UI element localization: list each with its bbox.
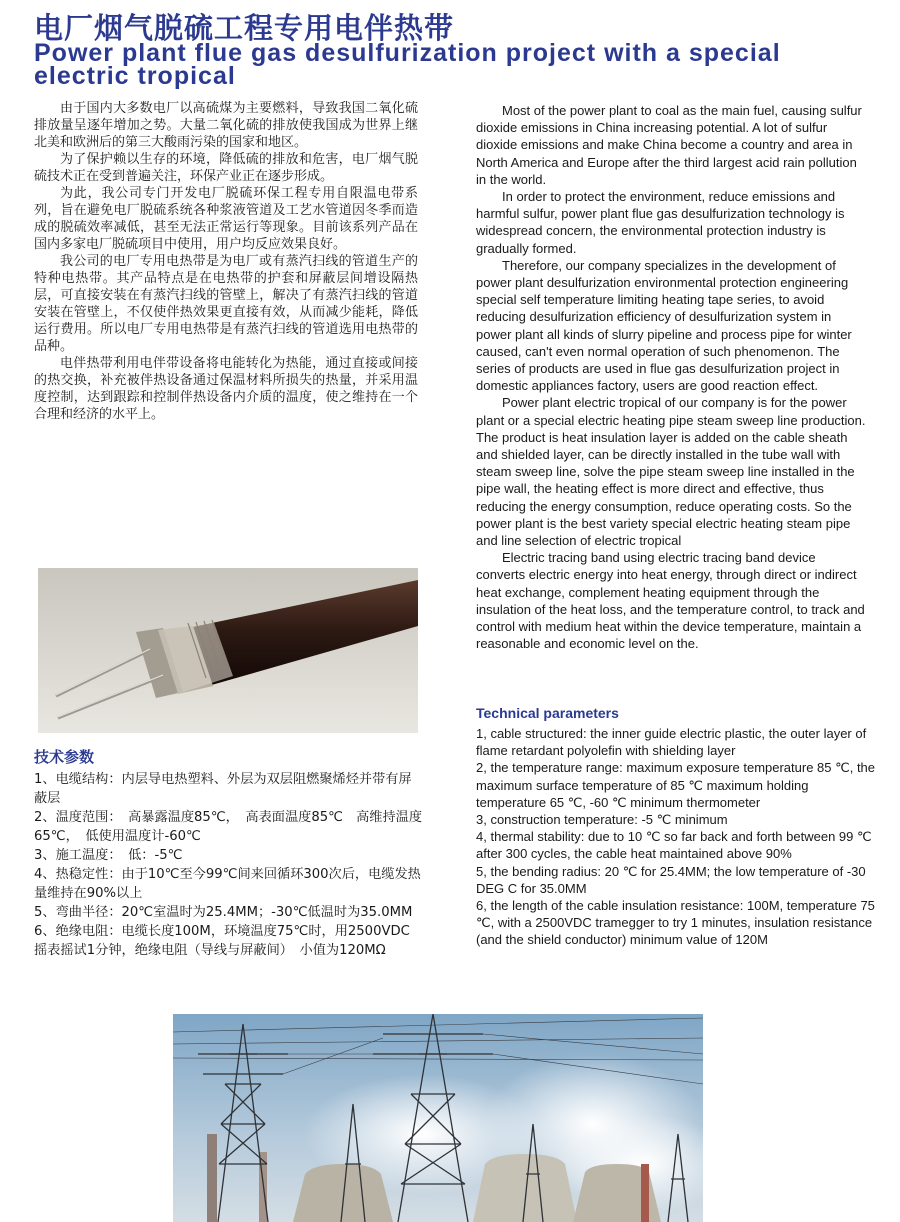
en-param-item: 6, the length of the cable insulation resistance: 100M, temperature 75 ℃, with a 2500VDC tramegger to try 1 minutes, insulation resistance (and the shield conductor) minimum value of 120M (476, 898, 875, 948)
english-description (476, 102, 868, 653)
cn-paragraph: 电伴热带利用电伴带设备将电能转化为热能，通过直接或间接的热交换，补充被伴热设备通过保温材料所损失的热量，并采用温度控制，达到跟踪和控制伴热设备内介质的温度，使之维持在一个合理和经济的水平上。 (34, 356, 418, 422)
en-param-item: 1, cable structured: the inner guide electric plastic, the outer layer of flame retardant polyolefin with shielding layer (476, 726, 867, 759)
heating-cable-photo (38, 568, 418, 733)
cn-param-item: 1、电缆结构：内层导电热塑料、外层为双层阻燃聚烯烃并带有屏蔽层 (34, 772, 412, 806)
cn-param-item: 6、绝缘电阻：电缆长度100M，环境温度75℃时，用2500VDC (34, 924, 410, 939)
page-title-chinese: 电厂烟气脱硫工程专用电伴热带 (34, 11, 455, 45)
cn-paragraph: 我公司的电厂专用电热带是为电厂或有蒸汽扫线的管道生产的特种电热带。其产品特点是在电热带的护套和屏蔽层间增设隔热层，可直接安装在有蒸汽扫线的管壁上，解决了有蒸汽扫线的管道安装在管壁上，不仅使伴热效果更直接有效，从而减少能耗，降低运行费用。所以电厂专用电热带是有蒸汽扫线的管道选用电热带的品种。 (34, 254, 418, 354)
power-plant-photo (173, 1014, 703, 1222)
en-paragraph: In order to protect the environment, reduce emissions and harmful sulfur, power plant flue gas desulfurization technology is widespread concern, the environmental protection industry is gradually formed. (476, 189, 845, 256)
cn-param-item: 4、热稳定性：由于10℃至今99℃间来回循环300次后，电缆发热量维持在90%以上 (34, 867, 421, 901)
en-param-item: 5, the bending radius: 20 ℃ for 25.4MM; the low temperature of -30 DEG C for 35.0MM (476, 863, 866, 896)
cn-paragraph: 为了保护赖以生存的环境，降低硫的排放和危害，电厂烟气脱硫技术正在受到普遍关注，环保产业正在逐步形成。 (34, 152, 418, 184)
en-param-item: 4, thermal stability: due to 10 ℃ so far back and forth between 99 ℃ after 300 cycles, the cable heat maintained above 90% (476, 829, 872, 862)
en-paragraph: Power plant electric tropical of our company is for the power plant or a special electric heating pipe steam sweep line production. The product is heat insulation layer is added on the cable sheath and shielded layer, can be directly installed in the tube wall with steam sweep line, solve the pipe steam sweep line installed in the pipe wall, the heating effect is more direct and effective, thus reducing the energy consumption, reduce operating costs. So the power plant is the best variety special electric heating steam pipe and line selection of electric tropical (476, 395, 866, 549)
cn-tech-params-heading: 技术参数 (34, 748, 95, 766)
chinese-description (34, 100, 418, 423)
cn-param-item: 2、温度范围： 高暴露温度85℃， 高表面温度85℃ 高维持温度65℃， 低使用温度计-60℃ (34, 810, 423, 844)
cn-paragraph: 由于国内大多数电厂以高硫煤为主要燃料，导致我国二氧化硫排放量呈逐年增加之势。大量二氧化硫的排放使我国成为世界上继北美和欧洲后的第三大酸雨污染的国家和地区。 (34, 101, 418, 150)
cn-param-item: 5、弯曲半径：20℃室温时为25.4MM；-30℃低温时为35.0MM (34, 905, 413, 920)
en-paragraph: Therefore, our company specializes in the development of power plant desulfurization environmental protection engineering special self temperature limiting heating tape series, to avoid reducing desulfurization efficiency of desulfurization system in power plant all kinds of slurry pipeline and process pipe for winter caused, can't even normal operation of such phenomenon. The series of products are used in flue gas desulfurization project in domestic appliances factory, users are good reaction effect. (476, 257, 852, 394)
en-paragraph: Most of the power plant to coal as the main fuel, causing sulfur dioxide emissions in China increasing potential. A lot of sulfur dioxide emissions and make China become a country and area in North America and Europe after the third largest acid rain pollution in the world. (476, 103, 862, 187)
en-paragraph: Electric tracing band using electric tracing band device converts electric energy into heat energy, through direct or indirect heat exchange, complement heating equipment through the insulation of the heat loss, and the temperature control, to track and control with medium heat within the device temperature, maintain a reasonable and economic level on the. (476, 550, 865, 652)
cn-param-item: 3、施工温度： 低：-5℃ (34, 848, 183, 863)
cn-paragraph: 为此，我公司专门开发电厂脱硫环保工程专用自限温电带系列，旨在避免电厂脱硫系统各种浆液管道及工艺水管道因冬季而造成的脱硫效率减低，甚至无法正常运行等现象。目前该系列产品在国内多家电厂脱硫项目中使用，用户均反应效果良好。 (34, 186, 418, 252)
en-param-item: 3, construction temperature: -5 ℃ minimum (476, 812, 728, 828)
page-title-english: Power plant flue gas desulfurization project with a special electric tropical (34, 39, 781, 90)
cn-tech-params-list (34, 770, 424, 960)
en-tech-params-list (476, 725, 876, 949)
en-tech-params-heading: Technical parameters (476, 705, 619, 721)
en-param-item: 2, the temperature range: maximum exposure temperature 85 ℃, the maximum surface temperature of 85 ℃ maximum holding temperature 65 ℃, -60 ℃ minimum thermometer (476, 760, 876, 810)
cn-param-item: 摇表摇试1分钟，绝缘电阻（导线与屏蔽间） 小值为120MΩ (34, 943, 386, 958)
